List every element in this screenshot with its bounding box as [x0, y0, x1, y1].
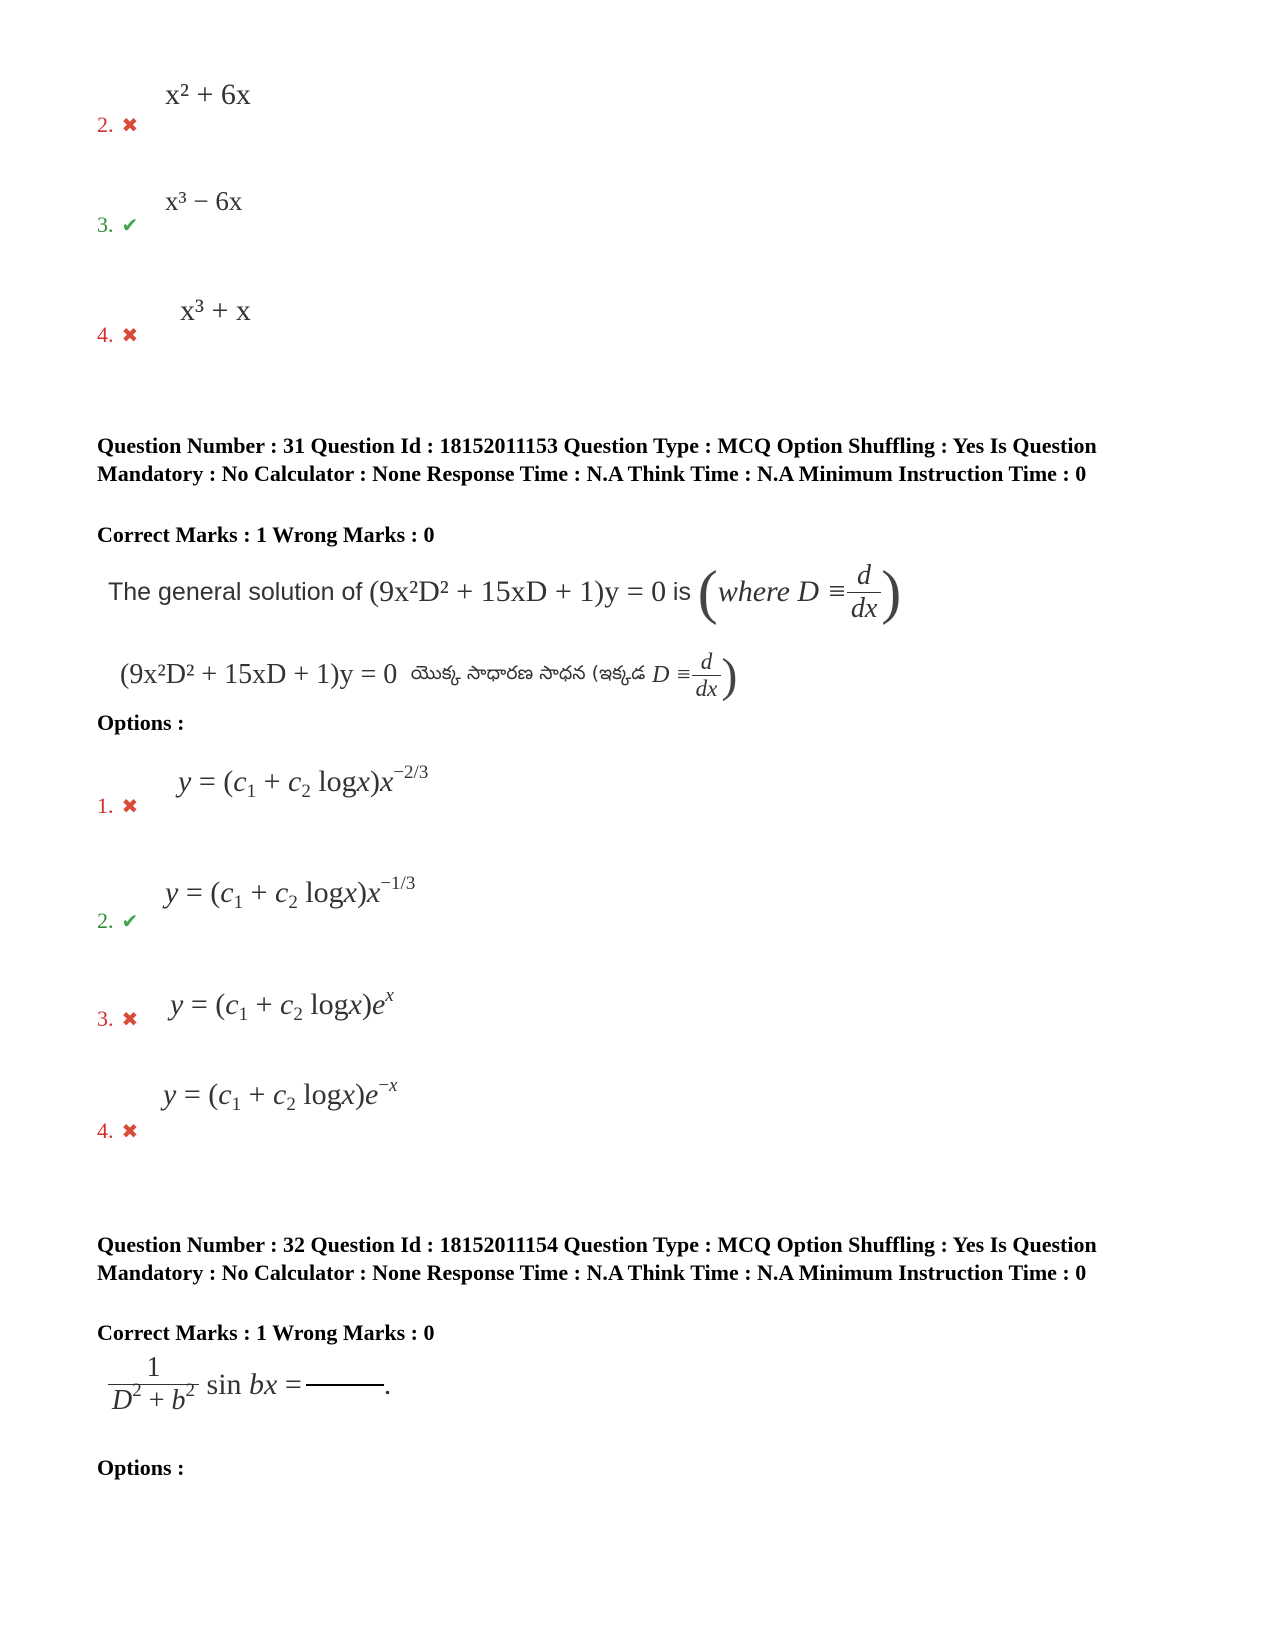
- q31-option-3-number: 3. ✖: [97, 1006, 139, 1031]
- question-32-options-label: Options :: [97, 1455, 185, 1480]
- question-32-meta: Question Number : 32 Question Id : 18152011154 Question Type : MCQ Option Shuffling : Yes Is Question Mandatory : No Calculator : None Response Time : N.A Think Time : N.A Minimum Instruction Time : 0: [97, 1232, 1097, 1285]
- question-32-prompt: $\frac{1}{D^2 + b^2}$ sin bx = .: [108, 1352, 391, 1417]
- q31-option-4-expression: $y = (c_1 + c_2$ $\log x)e^{-x}$: [163, 1075, 398, 1115]
- wrong-mark-icon: ✖: [121, 325, 139, 347]
- option-4-expression: x³ + x: [180, 294, 251, 327]
- question-31-prompt-english: The general solution of (9x²D² + 15xD + 1)y = 0 is ( where D ≡ $\frac{d}{dx}$ ): [108, 558, 902, 625]
- question-31-prompt-telugu: (9x²D² + 15xD + 1)y = 0 యొక్క సాధారణ సాధన (ఇక్కడ D ≡ $\frac{d}{dx}$ ): [120, 648, 738, 702]
- option-3-expression: x³ − 6x: [165, 186, 243, 216]
- wrong-mark-icon: ✖: [121, 796, 139, 818]
- wrong-mark-icon: ✖: [121, 1009, 139, 1031]
- wrong-mark-icon: ✖: [121, 115, 139, 137]
- question-32-marks: Correct Marks : 1 Wrong Marks : 0: [97, 1320, 435, 1345]
- q31-option-2-number: 2. ✔: [97, 908, 139, 933]
- question-31-options-label: Options :: [97, 710, 185, 735]
- option-4-number: 4. ✖: [97, 322, 139, 347]
- option-2-number: 2. ✖: [97, 112, 139, 137]
- correct-mark-icon: ✔: [121, 911, 139, 933]
- q31-option-1-number: 1. ✖: [97, 793, 139, 818]
- wrong-mark-icon: ✖: [121, 1121, 139, 1143]
- correct-mark-icon: ✔: [121, 215, 139, 237]
- question-31-marks: Correct Marks : 1 Wrong Marks : 0: [97, 522, 435, 547]
- question-31-meta: Question Number : 31 Question Id : 18152011153 Question Type : MCQ Option Shuffling : Yes Is Question Mandatory : No Calculator : None Response Time : N.A Think Time : N.A Minimum Instruction Time : 0: [97, 433, 1097, 486]
- option-3-number: 3. ✔: [97, 212, 139, 237]
- q31-option-1-expression: $y = (c_1 + c_2$ $\log x)x^{-2/3}$: [178, 762, 429, 802]
- q31-option-4-number: 4. ✖: [97, 1118, 139, 1143]
- q31-option-3-expression: $y = (c_1 + c_2$ $\log x)e^x$: [170, 985, 394, 1025]
- option-2-expression: x² + 6x: [165, 78, 251, 111]
- q31-option-2-expression: $y = (c_1 + c_2$ $\log x)x^{-1/3}$: [165, 873, 416, 913]
- answer-blank: [306, 1384, 384, 1386]
